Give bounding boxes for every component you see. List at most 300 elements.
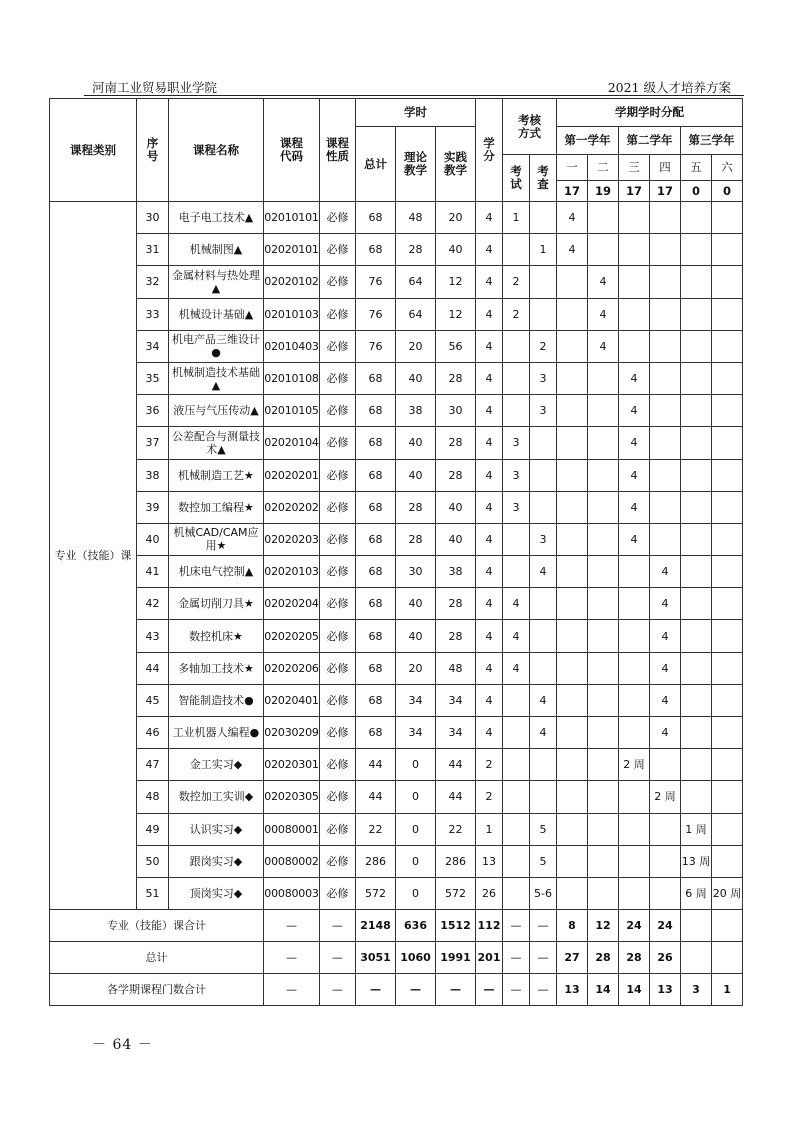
table-row <box>50 395 743 427</box>
s6-cell <box>712 556 743 588</box>
exam-cell: 3 <box>503 459 530 491</box>
table-row <box>50 781 743 813</box>
course-name-cell: 数控加工实训◆ <box>169 781 264 813</box>
s3-cell <box>619 556 650 588</box>
header-semester: 四 <box>650 155 681 181</box>
s1-cell: 27 <box>557 942 588 974</box>
credit-cell: 4 <box>476 395 503 427</box>
s1-cell <box>557 459 588 491</box>
credit-cell: 4 <box>476 427 503 459</box>
s6-cell <box>712 427 743 459</box>
header-theory: 理论 教学 <box>396 127 436 202</box>
s3-cell: 4 <box>619 427 650 459</box>
total-cell: 76 <box>356 330 396 362</box>
s2-cell <box>588 813 619 845</box>
credit-cell: 4 <box>476 202 503 234</box>
code-cell: 02020104 <box>264 427 320 459</box>
s6-cell <box>712 845 743 877</box>
table-row <box>50 813 743 845</box>
s2-cell <box>588 877 619 909</box>
practice-cell: 34 <box>436 684 476 716</box>
s6-cell: 20 周 <box>712 877 743 909</box>
header-semester: 六 <box>712 155 743 181</box>
s2-cell <box>588 427 619 459</box>
s5-cell <box>681 298 712 330</box>
table-row <box>50 877 743 909</box>
s5-cell <box>681 362 712 394</box>
theory-cell: 20 <box>396 652 436 684</box>
plan-title: 2021 级人才培养方案 <box>607 80 731 95</box>
exam-cell <box>503 749 530 781</box>
code-cell: 02020101 <box>264 234 320 266</box>
s3-cell: 14 <box>619 974 650 1006</box>
s4-cell <box>650 845 681 877</box>
header-year1: 第一学年 <box>557 127 619 155</box>
practice-cell: 20 <box>436 202 476 234</box>
practice-cell: 286 <box>436 845 476 877</box>
s3-cell: 24 <box>619 910 650 942</box>
practice-cell: 22 <box>436 813 476 845</box>
nature-cell: 必修 <box>320 845 356 877</box>
s2-cell <box>588 395 619 427</box>
s1-cell <box>557 749 588 781</box>
s3-cell <box>619 330 650 362</box>
s6-cell <box>712 910 743 942</box>
theory-cell: 0 <box>396 749 436 781</box>
nature-cell: 必修 <box>320 781 356 813</box>
credit-cell: 4 <box>476 459 503 491</box>
s5-cell <box>681 330 712 362</box>
course-name-cell: 智能制造技术● <box>169 684 264 716</box>
practice-cell: 34 <box>436 717 476 749</box>
seq-cell: 49 <box>137 813 169 845</box>
practice-cell: 572 <box>436 877 476 909</box>
s3-cell <box>619 588 650 620</box>
table-row <box>50 684 743 716</box>
seq-cell: 35 <box>137 362 169 394</box>
s2-cell <box>588 556 619 588</box>
table-row <box>50 845 743 877</box>
check-cell: — <box>530 942 557 974</box>
s4-cell <box>650 749 681 781</box>
exam-cell: 4 <box>503 652 530 684</box>
practice-cell: 40 <box>436 523 476 555</box>
total-cell: 68 <box>356 395 396 427</box>
practice-cell: 12 <box>436 298 476 330</box>
code-cell: — <box>264 942 320 974</box>
header-weeks: 17 <box>619 181 650 202</box>
total-cell: 68 <box>356 362 396 394</box>
seq-cell: 41 <box>137 556 169 588</box>
s6-cell <box>712 330 743 362</box>
s4-cell: 26 <box>650 942 681 974</box>
course-name-cell: 金属切削刀具★ <box>169 588 264 620</box>
s1-cell <box>557 523 588 555</box>
total-cell: 68 <box>356 652 396 684</box>
s4-cell <box>650 813 681 845</box>
seq-cell: 46 <box>137 717 169 749</box>
s4-cell <box>650 427 681 459</box>
s4-cell: 4 <box>650 556 681 588</box>
table-row <box>50 459 743 491</box>
check-cell <box>530 781 557 813</box>
s1-cell <box>557 620 588 652</box>
s5-cell <box>681 523 712 555</box>
header-total: 总计 <box>356 127 396 202</box>
nature-cell: 必修 <box>320 427 356 459</box>
exam-cell <box>503 523 530 555</box>
s4-cell <box>650 459 681 491</box>
code-cell: 00080001 <box>264 813 320 845</box>
s3-cell <box>619 202 650 234</box>
course-name-cell: 金工实习◆ <box>169 749 264 781</box>
check-cell <box>530 652 557 684</box>
s4-cell <box>650 298 681 330</box>
exam-cell: 3 <box>503 491 530 523</box>
s6-cell: 1 <box>712 974 743 1006</box>
nature-cell: — <box>320 974 356 1006</box>
summary-label-cell: 总计 <box>50 942 264 974</box>
course-name-cell: 工业机器人编程● <box>169 717 264 749</box>
check-cell <box>530 427 557 459</box>
practice-cell: 40 <box>436 234 476 266</box>
s2-cell <box>588 684 619 716</box>
course-name-cell: 电子电工技术▲ <box>169 202 264 234</box>
check-cell: 1 <box>530 234 557 266</box>
course-name-cell: 数控机床★ <box>169 620 264 652</box>
s2-cell <box>588 717 619 749</box>
check-cell: 4 <box>530 556 557 588</box>
credit-cell: 4 <box>476 330 503 362</box>
exam-cell: 4 <box>503 620 530 652</box>
s2-cell: 28 <box>588 942 619 974</box>
table-row <box>50 620 743 652</box>
practice-cell: 28 <box>436 427 476 459</box>
s6-cell <box>712 298 743 330</box>
header-semester: 三 <box>619 155 650 181</box>
seq-cell: 48 <box>137 781 169 813</box>
total-cell: 572 <box>356 877 396 909</box>
nature-cell: 必修 <box>320 362 356 394</box>
s2-cell <box>588 459 619 491</box>
s6-cell <box>712 395 743 427</box>
table-row <box>50 298 743 330</box>
exam-cell: — <box>503 974 530 1006</box>
practice-cell: 28 <box>436 459 476 491</box>
code-cell: 02020103 <box>264 556 320 588</box>
exam-cell: 2 <box>503 298 530 330</box>
nature-cell: — <box>320 910 356 942</box>
s6-cell <box>712 459 743 491</box>
total-cell: 76 <box>356 266 396 298</box>
nature-cell: 必修 <box>320 298 356 330</box>
s1-cell <box>557 684 588 716</box>
course-name-cell: 机械CAD/CAM应用★ <box>169 523 264 555</box>
s1-cell <box>557 845 588 877</box>
header-year3: 第三学年 <box>681 127 743 155</box>
s6-cell <box>712 620 743 652</box>
s1-cell <box>557 266 588 298</box>
s3-cell <box>619 717 650 749</box>
practice-cell: 1991 <box>436 942 476 974</box>
theory-cell: 0 <box>396 877 436 909</box>
s1-cell <box>557 362 588 394</box>
course-name-cell: 机械制造工艺★ <box>169 459 264 491</box>
course-name-cell: 公差配合与测量技术▲ <box>169 427 264 459</box>
theory-cell: 20 <box>396 330 436 362</box>
school-name: 河南工业贸易职业学院 <box>92 80 218 95</box>
header-weeks: 17 <box>650 181 681 202</box>
s1-cell <box>557 427 588 459</box>
seq-cell: 38 <box>137 459 169 491</box>
check-cell <box>530 588 557 620</box>
s6-cell <box>712 588 743 620</box>
s6-cell <box>712 749 743 781</box>
credit-cell: 4 <box>476 523 503 555</box>
s1-cell: 4 <box>557 202 588 234</box>
course-name-cell: 机械制图▲ <box>169 234 264 266</box>
nature-cell: 必修 <box>320 684 356 716</box>
s6-cell <box>712 266 743 298</box>
practice-cell: 12 <box>436 266 476 298</box>
s6-cell <box>712 362 743 394</box>
page-number: － 64 － <box>92 1037 153 1053</box>
course-name-cell: 顶岗实习◆ <box>169 877 264 909</box>
total-cell: 44 <box>356 749 396 781</box>
theory-cell: 28 <box>396 491 436 523</box>
s5-cell: 3 <box>681 974 712 1006</box>
seq-cell: 30 <box>137 202 169 234</box>
s2-cell: 4 <box>588 266 619 298</box>
exam-cell <box>503 684 530 716</box>
s6-cell <box>712 781 743 813</box>
header-category: 课程类别 <box>50 99 137 202</box>
s2-cell <box>588 491 619 523</box>
nature-cell: 必修 <box>320 877 356 909</box>
table-row <box>50 234 743 266</box>
s1-cell: 13 <box>557 974 588 1006</box>
exam-cell: — <box>503 942 530 974</box>
seq-cell: 33 <box>137 298 169 330</box>
s6-cell <box>712 684 743 716</box>
code-cell: 02010108 <box>264 362 320 394</box>
s5-cell: 1 周 <box>681 813 712 845</box>
code-cell: 02010403 <box>264 330 320 362</box>
theory-cell: — <box>396 974 436 1006</box>
code-cell: 00080003 <box>264 877 320 909</box>
total-cell: 68 <box>356 717 396 749</box>
s4-cell <box>650 234 681 266</box>
nature-cell: 必修 <box>320 556 356 588</box>
s4-cell: 13 <box>650 974 681 1006</box>
s1-cell <box>557 652 588 684</box>
code-cell: 02020204 <box>264 588 320 620</box>
total-cell: 68 <box>356 427 396 459</box>
code-cell: 02030209 <box>264 717 320 749</box>
practice-cell: 56 <box>436 330 476 362</box>
course-name-cell: 金属材料与热处理▲ <box>169 266 264 298</box>
seq-cell: 32 <box>137 266 169 298</box>
s4-cell: 24 <box>650 910 681 942</box>
code-cell: — <box>264 910 320 942</box>
nature-cell: 必修 <box>320 652 356 684</box>
exam-cell <box>503 395 530 427</box>
nature-cell: 必修 <box>320 234 356 266</box>
course-name-cell: 认识实习◆ <box>169 813 264 845</box>
practice-cell: 30 <box>436 395 476 427</box>
table-row <box>50 652 743 684</box>
theory-cell: 34 <box>396 684 436 716</box>
s3-cell <box>619 813 650 845</box>
theory-cell: 30 <box>396 556 436 588</box>
s4-cell <box>650 330 681 362</box>
code-cell: 02020102 <box>264 266 320 298</box>
exam-cell: — <box>503 910 530 942</box>
check-cell <box>530 202 557 234</box>
practice-cell: 28 <box>436 620 476 652</box>
check-cell: 5 <box>530 845 557 877</box>
total-cell: 44 <box>356 781 396 813</box>
theory-cell: 40 <box>396 362 436 394</box>
exam-cell <box>503 330 530 362</box>
check-cell: 5 <box>530 813 557 845</box>
s3-cell <box>619 652 650 684</box>
course-name-cell: 机床电气控制▲ <box>169 556 264 588</box>
exam-cell: 1 <box>503 202 530 234</box>
total-cell: 68 <box>356 459 396 491</box>
exam-cell <box>503 813 530 845</box>
header-credit: 学 分 <box>476 99 503 202</box>
total-cell: 22 <box>356 813 396 845</box>
s5-cell <box>681 620 712 652</box>
s2-cell: 4 <box>588 298 619 330</box>
course-table <box>49 98 743 1006</box>
s4-cell <box>650 266 681 298</box>
header-year2: 第二学年 <box>619 127 681 155</box>
header-semester: 五 <box>681 155 712 181</box>
s5-cell <box>681 717 712 749</box>
credit-cell: 2 <box>476 781 503 813</box>
s6-cell <box>712 813 743 845</box>
s3-cell: 4 <box>619 459 650 491</box>
code-cell: 02010105 <box>264 395 320 427</box>
table-row <box>50 202 743 234</box>
s5-cell <box>681 395 712 427</box>
exam-cell <box>503 845 530 877</box>
s4-cell: 4 <box>650 684 681 716</box>
table-row <box>50 491 743 523</box>
theory-cell: 34 <box>396 717 436 749</box>
s2-cell <box>588 523 619 555</box>
check-cell <box>530 266 557 298</box>
summary-label-cell: 各学期课程门数合计 <box>50 974 264 1006</box>
exam-cell <box>503 362 530 394</box>
total-cell: 68 <box>356 588 396 620</box>
s3-cell <box>619 845 650 877</box>
s4-cell <box>650 877 681 909</box>
theory-cell: 636 <box>396 910 436 942</box>
s2-cell <box>588 845 619 877</box>
table-row <box>50 266 743 298</box>
s4-cell: 4 <box>650 717 681 749</box>
total-cell: 68 <box>356 523 396 555</box>
practice-cell: 48 <box>436 652 476 684</box>
practice-cell: 38 <box>436 556 476 588</box>
s5-cell <box>681 202 712 234</box>
s2-cell <box>588 202 619 234</box>
code-cell: 02020201 <box>264 459 320 491</box>
nature-cell: 必修 <box>320 749 356 781</box>
theory-cell: 28 <box>396 523 436 555</box>
exam-cell <box>503 234 530 266</box>
s6-cell <box>712 202 743 234</box>
theory-cell: 40 <box>396 620 436 652</box>
seq-cell: 43 <box>137 620 169 652</box>
s1-cell <box>557 395 588 427</box>
credit-cell: 4 <box>476 298 503 330</box>
category-cell: 专业（技能）课 <box>50 202 137 910</box>
header-divider <box>84 95 744 96</box>
credit-cell: 4 <box>476 491 503 523</box>
table-row <box>50 556 743 588</box>
table-row <box>50 717 743 749</box>
s5-cell <box>681 234 712 266</box>
s2-cell <box>588 749 619 781</box>
course-name-cell: 机械制造技术基础▲ <box>169 362 264 394</box>
s2-cell <box>588 781 619 813</box>
s1-cell <box>557 491 588 523</box>
code-cell: 02020401 <box>264 684 320 716</box>
theory-cell: 0 <box>396 845 436 877</box>
s3-cell: 4 <box>619 395 650 427</box>
header-semester: 二 <box>588 155 619 181</box>
course-name-cell: 跟岗实习◆ <box>169 845 264 877</box>
theory-cell: 0 <box>396 813 436 845</box>
header-course-code: 课程 代码 <box>264 99 320 202</box>
header-course-nature: 课程 性质 <box>320 99 356 202</box>
s4-cell <box>650 362 681 394</box>
practice-cell: 44 <box>436 749 476 781</box>
seq-cell: 40 <box>137 523 169 555</box>
total-cell: — <box>356 974 396 1006</box>
nature-cell: 必修 <box>320 523 356 555</box>
nature-cell: 必修 <box>320 717 356 749</box>
seq-cell: 39 <box>137 491 169 523</box>
theory-cell: 48 <box>396 202 436 234</box>
credit-cell: 26 <box>476 877 503 909</box>
credit-cell: 4 <box>476 652 503 684</box>
table-row <box>50 362 743 394</box>
table-row <box>50 427 743 459</box>
course-name-cell: 液压与气压传动▲ <box>169 395 264 427</box>
practice-cell: — <box>436 974 476 1006</box>
summary-row <box>50 942 743 974</box>
check-cell: 3 <box>530 362 557 394</box>
header-seq: 序 号 <box>137 99 169 202</box>
credit-cell: 201 <box>476 942 503 974</box>
table-row <box>50 330 743 362</box>
s5-cell <box>681 491 712 523</box>
total-cell: 286 <box>356 845 396 877</box>
s6-cell <box>712 942 743 974</box>
total-cell: 68 <box>356 202 396 234</box>
exam-cell <box>503 781 530 813</box>
nature-cell: 必修 <box>320 395 356 427</box>
check-cell <box>530 620 557 652</box>
s1-cell: 4 <box>557 234 588 266</box>
s2-cell: 14 <box>588 974 619 1006</box>
header-assess: 考核 方式 <box>503 99 557 155</box>
